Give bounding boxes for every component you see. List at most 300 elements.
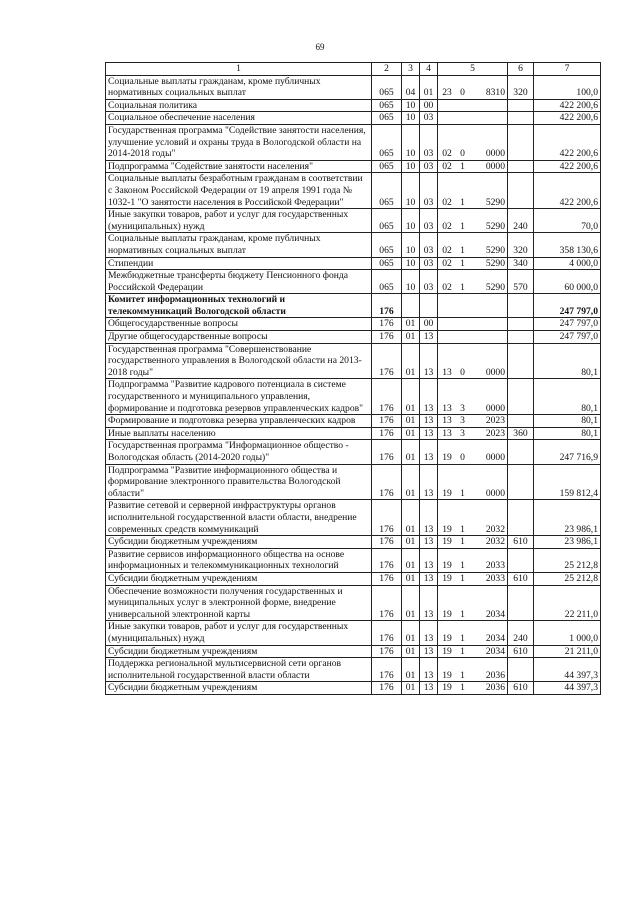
row-subsection-code: 13 bbox=[420, 645, 438, 658]
target-article-program: 19 bbox=[442, 632, 452, 644]
row-target-article bbox=[438, 270, 508, 294]
row-section-code: 01 bbox=[402, 440, 420, 464]
row-subsection-code: 03 bbox=[420, 257, 438, 270]
row-amount: 247 716,9 bbox=[534, 440, 601, 464]
row-amount: 247 797,0 bbox=[534, 331, 601, 344]
row-department-code: 176 bbox=[372, 645, 402, 658]
target-article-program: 02 bbox=[442, 220, 452, 232]
row-subsection-code: 03 bbox=[420, 233, 438, 257]
row-section-code: 10 bbox=[402, 160, 420, 173]
row-name: Социальная политика bbox=[106, 99, 372, 112]
row-subsection-code: 13 bbox=[420, 621, 438, 645]
target-article-parts bbox=[440, 560, 505, 572]
row-amount: 358 130,6 bbox=[534, 233, 601, 257]
row-expense-type bbox=[508, 415, 534, 428]
row-expense-type bbox=[508, 112, 534, 125]
budget-table bbox=[105, 62, 601, 695]
table-row bbox=[106, 415, 601, 428]
row-department-code: 065 bbox=[372, 99, 402, 112]
target-article-subprogram: 1 bbox=[460, 682, 465, 694]
row-target-article bbox=[438, 415, 508, 428]
target-article-parts bbox=[440, 573, 505, 585]
row-department-code: 065 bbox=[372, 257, 402, 270]
target-article-subprogram: 1 bbox=[460, 632, 465, 644]
target-article-direction: 8310 bbox=[485, 87, 505, 99]
row-expense-type bbox=[508, 585, 534, 621]
target-article-direction: 5290 bbox=[485, 257, 505, 269]
row-target-article bbox=[438, 500, 508, 536]
row-amount: 422 200,6 bbox=[534, 112, 601, 125]
table-row bbox=[106, 464, 601, 500]
target-article-parts bbox=[440, 148, 505, 160]
row-subsection-code: 13 bbox=[420, 415, 438, 428]
row-target-article bbox=[438, 112, 508, 125]
table-row bbox=[106, 379, 601, 415]
target-article-program: 19 bbox=[442, 645, 452, 657]
target-article-program: 02 bbox=[442, 160, 452, 172]
row-target-article bbox=[438, 379, 508, 415]
row-department-code: 176 bbox=[372, 343, 402, 379]
row-name: Стипендии bbox=[106, 257, 372, 270]
row-amount: 247 797,0 bbox=[534, 318, 601, 331]
table-row bbox=[106, 233, 601, 257]
row-amount: 44 397,3 bbox=[534, 682, 601, 695]
row-name: Подпрограмма "Развитие кадрового потенциала в системе государственного и муниципального управления, формирование и подготовка резервов управленческих кадров" bbox=[106, 379, 372, 415]
row-target-article bbox=[438, 124, 508, 160]
target-article-parts bbox=[440, 646, 505, 658]
table-row bbox=[106, 645, 601, 658]
row-name: Субсидии бюджетным учреждениям bbox=[106, 682, 372, 695]
row-target-article bbox=[438, 294, 508, 318]
row-subsection-code bbox=[420, 294, 438, 318]
row-department-code: 176 bbox=[372, 585, 402, 621]
row-name: Комитет информационных технологий и телекоммуникаций Вологодской области bbox=[106, 294, 372, 318]
target-article-parts bbox=[440, 197, 505, 209]
target-article-subprogram: 1 bbox=[460, 244, 465, 256]
row-subsection-code: 13 bbox=[420, 548, 438, 572]
row-name: Подпрограмма "Содействие занятости населения" bbox=[106, 160, 372, 173]
row-subsection-code: 13 bbox=[420, 682, 438, 695]
row-amount: 21 211,0 bbox=[534, 645, 601, 658]
row-amount: 80,1 bbox=[534, 343, 601, 379]
row-target-article bbox=[438, 548, 508, 572]
row-target-article bbox=[438, 536, 508, 549]
row-amount: 247 797,0 bbox=[534, 294, 601, 318]
row-section-code: 01 bbox=[402, 682, 420, 695]
target-article-direction: 2034 bbox=[485, 608, 505, 620]
row-section-code: 01 bbox=[402, 318, 420, 331]
row-subsection-code: 00 bbox=[420, 318, 438, 331]
row-section-code: 10 bbox=[402, 233, 420, 257]
table-row bbox=[106, 124, 601, 160]
target-article-direction: 0000 bbox=[485, 366, 505, 378]
row-amount: 1 000,0 bbox=[534, 621, 601, 645]
target-article-subprogram: 1 bbox=[460, 160, 465, 172]
table-row bbox=[106, 75, 601, 99]
row-section-code: 01 bbox=[402, 415, 420, 428]
row-department-code: 065 bbox=[372, 160, 402, 173]
row-amount: 60 000,0 bbox=[534, 270, 601, 294]
row-target-article bbox=[438, 209, 508, 233]
table-row bbox=[106, 500, 601, 536]
row-amount: 22 211,0 bbox=[534, 585, 601, 621]
target-article-direction: 2023 bbox=[485, 427, 505, 439]
row-department-code: 065 bbox=[372, 112, 402, 125]
row-department-code: 065 bbox=[372, 124, 402, 160]
row-subsection-code: 13 bbox=[420, 331, 438, 344]
row-target-article bbox=[438, 173, 508, 209]
row-subsection-code: 13 bbox=[420, 500, 438, 536]
row-target-article bbox=[438, 440, 508, 464]
table-row bbox=[106, 270, 601, 294]
row-expense-type bbox=[508, 548, 534, 572]
target-article-subprogram: 1 bbox=[460, 257, 465, 269]
target-article-program: 19 bbox=[442, 560, 452, 572]
row-amount: 25 212,8 bbox=[534, 572, 601, 585]
target-article-direction: 2034 bbox=[485, 632, 505, 644]
row-name: Развитие сетевой и серверной инфраструктуры органов исполнительной государственной власти области, внедрение современных средств коммуникаций bbox=[106, 500, 372, 536]
row-expense-type bbox=[508, 331, 534, 344]
row-amount: 23 986,1 bbox=[534, 536, 601, 549]
target-article-program: 13 bbox=[442, 366, 452, 378]
row-section-code: 01 bbox=[402, 379, 420, 415]
target-article-parts bbox=[440, 87, 505, 99]
row-name: Социальные выплаты гражданам, кроме публичных нормативных социальных выплат bbox=[106, 233, 372, 257]
row-target-article bbox=[438, 572, 508, 585]
row-name: Иные закупки товаров, работ и услуг для государственных (муниципальных) нужд bbox=[106, 621, 372, 645]
row-target-article bbox=[438, 331, 508, 344]
row-department-code: 065 bbox=[372, 173, 402, 209]
row-name: Развитие сервисов информационного общества на основе информационных и телекоммуникационных технологий bbox=[106, 548, 372, 572]
target-article-program: 02 bbox=[442, 196, 452, 208]
table-row bbox=[106, 160, 601, 173]
row-expense-type: 240 bbox=[508, 209, 534, 233]
row-expense-type bbox=[508, 160, 534, 173]
target-article-parts bbox=[440, 221, 505, 233]
header-cell-6: 6 bbox=[508, 63, 534, 76]
target-article-direction: 0000 bbox=[485, 160, 505, 172]
row-subsection-code: 03 bbox=[420, 112, 438, 125]
row-section-code: 01 bbox=[402, 500, 420, 536]
row-section-code: 01 bbox=[402, 585, 420, 621]
row-subsection-code: 13 bbox=[420, 464, 438, 500]
row-subsection-code: 03 bbox=[420, 209, 438, 233]
row-expense-type bbox=[508, 124, 534, 160]
target-article-parts bbox=[440, 488, 505, 500]
target-article-parts bbox=[440, 245, 505, 257]
header-cell-7: 7 bbox=[534, 63, 601, 76]
target-article-parts bbox=[440, 633, 505, 645]
table-row bbox=[106, 585, 601, 621]
target-article-direction: 2033 bbox=[485, 560, 505, 572]
row-name: Социальное обеспечение населения bbox=[106, 112, 372, 125]
row-section-code: 01 bbox=[402, 464, 420, 500]
target-article-direction: 2023 bbox=[485, 415, 505, 427]
target-article-program: 19 bbox=[442, 487, 452, 499]
row-target-article bbox=[438, 343, 508, 379]
row-amount: 422 200,6 bbox=[534, 124, 601, 160]
row-name: Формирование и подготовка резерва управленческих кадров bbox=[106, 415, 372, 428]
header-cell-2: 2 bbox=[372, 63, 402, 76]
target-article-program: 19 bbox=[442, 523, 452, 535]
row-department-code: 176 bbox=[372, 331, 402, 344]
target-article-subprogram: 1 bbox=[460, 669, 465, 681]
row-section-code: 01 bbox=[402, 343, 420, 379]
row-section-code: 10 bbox=[402, 209, 420, 233]
row-expense-type bbox=[508, 500, 534, 536]
table-row bbox=[106, 548, 601, 572]
row-subsection-code: 13 bbox=[420, 536, 438, 549]
target-article-subprogram: 0 bbox=[460, 366, 465, 378]
target-article-subprogram: 1 bbox=[460, 196, 465, 208]
row-name: Государственная программа "Информационное общество - Вологодская область (2014-2020 годы)" bbox=[106, 440, 372, 464]
row-expense-type: 340 bbox=[508, 257, 534, 270]
target-article-direction: 2036 bbox=[485, 669, 505, 681]
row-amount: 422 200,6 bbox=[534, 173, 601, 209]
row-section-code: 01 bbox=[402, 548, 420, 572]
target-article-subprogram: 1 bbox=[460, 608, 465, 620]
row-target-article bbox=[438, 427, 508, 440]
target-article-program: 19 bbox=[442, 536, 452, 548]
target-article-program: 13 bbox=[442, 427, 452, 439]
row-amount: 70,0 bbox=[534, 209, 601, 233]
table-row bbox=[106, 257, 601, 270]
row-expense-type bbox=[508, 343, 534, 379]
table-row bbox=[106, 682, 601, 695]
target-article-direction: 0000 bbox=[485, 402, 505, 414]
target-article-direction: 0000 bbox=[485, 452, 505, 463]
target-article-subprogram: 1 bbox=[460, 281, 465, 293]
target-article-direction: 0000 bbox=[485, 148, 505, 160]
row-subsection-code: 03 bbox=[420, 270, 438, 294]
row-amount: 422 200,6 bbox=[534, 99, 601, 112]
target-article-subprogram: 3 bbox=[460, 402, 465, 414]
table-row bbox=[106, 440, 601, 464]
row-name: Субсидии бюджетным учреждениям bbox=[106, 645, 372, 658]
table-row bbox=[106, 112, 601, 125]
row-section-code: 01 bbox=[402, 572, 420, 585]
target-article-parts bbox=[440, 415, 505, 427]
target-article-direction: 2036 bbox=[485, 682, 505, 694]
row-section-code bbox=[402, 294, 420, 318]
row-section-code: 01 bbox=[402, 427, 420, 440]
row-expense-type bbox=[508, 440, 534, 464]
row-department-code: 176 bbox=[372, 294, 402, 318]
row-department-code: 176 bbox=[372, 536, 402, 549]
row-subsection-code: 13 bbox=[420, 572, 438, 585]
target-article-program: 02 bbox=[442, 244, 452, 256]
target-article-direction: 0000 bbox=[485, 487, 505, 499]
row-subsection-code: 01 bbox=[420, 75, 438, 99]
row-subsection-code: 00 bbox=[420, 99, 438, 112]
row-expense-type: 610 bbox=[508, 572, 534, 585]
row-section-code: 01 bbox=[402, 645, 420, 658]
row-name: Субсидии бюджетным учреждениям bbox=[106, 572, 372, 585]
target-article-program: 19 bbox=[442, 682, 452, 694]
target-article-subprogram: 1 bbox=[460, 523, 465, 535]
row-department-code: 176 bbox=[372, 500, 402, 536]
target-article-parts bbox=[440, 536, 505, 548]
row-target-article bbox=[438, 621, 508, 645]
header-cell-4: 4 bbox=[420, 63, 438, 76]
row-target-article bbox=[438, 464, 508, 500]
row-section-code: 01 bbox=[402, 331, 420, 344]
table-row bbox=[106, 658, 601, 682]
target-article-program: 02 bbox=[442, 148, 452, 160]
row-expense-type bbox=[508, 294, 534, 318]
row-target-article bbox=[438, 585, 508, 621]
row-department-code: 176 bbox=[372, 658, 402, 682]
row-subsection-code: 03 bbox=[420, 173, 438, 209]
target-article-direction: 2033 bbox=[485, 572, 505, 584]
row-amount: 25 212,8 bbox=[534, 548, 601, 572]
row-amount: 100,0 bbox=[534, 75, 601, 99]
target-article-parts bbox=[440, 258, 505, 270]
table-row bbox=[106, 331, 601, 344]
target-article-subprogram: 1 bbox=[460, 645, 465, 657]
table-header-row bbox=[106, 63, 601, 76]
row-name: Государственная программа "Совершенствование государственного управления в Вологодской области на 2013-2018 годы" bbox=[106, 343, 372, 379]
target-article-subprogram: 1 bbox=[460, 572, 465, 584]
target-article-program: 02 bbox=[442, 257, 452, 269]
row-subsection-code: 13 bbox=[420, 585, 438, 621]
row-name: Субсидии бюджетным учреждениям bbox=[106, 536, 372, 549]
row-subsection-code: 13 bbox=[420, 379, 438, 415]
row-department-code: 176 bbox=[372, 415, 402, 428]
target-article-parts bbox=[440, 682, 505, 694]
row-target-article bbox=[438, 257, 508, 270]
row-section-code: 10 bbox=[402, 99, 420, 112]
row-department-code: 176 bbox=[372, 318, 402, 331]
row-amount: 44 397,3 bbox=[534, 658, 601, 682]
row-subsection-code: 03 bbox=[420, 160, 438, 173]
row-name: Общегосударственные вопросы bbox=[106, 318, 372, 331]
row-department-code: 065 bbox=[372, 233, 402, 257]
target-article-direction: 2034 bbox=[485, 645, 505, 657]
row-expense-type bbox=[508, 658, 534, 682]
row-department-code: 176 bbox=[372, 427, 402, 440]
target-article-program: 19 bbox=[442, 669, 452, 681]
row-section-code: 10 bbox=[402, 124, 420, 160]
row-department-code: 176 bbox=[372, 548, 402, 572]
row-section-code: 10 bbox=[402, 270, 420, 294]
row-expense-type bbox=[508, 99, 534, 112]
table-row bbox=[106, 343, 601, 379]
row-target-article bbox=[438, 233, 508, 257]
row-name: Иные закупки товаров, работ и услуг для государственных (муниципальных) нужд bbox=[106, 209, 372, 233]
row-target-article bbox=[438, 160, 508, 173]
target-article-parts bbox=[440, 452, 505, 464]
target-article-direction: 5290 bbox=[485, 196, 505, 208]
row-department-code: 176 bbox=[372, 464, 402, 500]
target-article-subprogram: 1 bbox=[460, 220, 465, 232]
table-row bbox=[106, 427, 601, 440]
row-name: Межбюджетные трансферты бюджету Пенсионного фонда Российской Федерации bbox=[106, 270, 372, 294]
target-article-parts bbox=[440, 367, 505, 379]
target-article-parts bbox=[440, 403, 505, 415]
target-article-parts bbox=[440, 428, 505, 440]
target-article-direction: 5290 bbox=[485, 220, 505, 232]
target-article-subprogram: 0 bbox=[460, 148, 465, 160]
row-amount: 23 986,1 bbox=[534, 500, 601, 536]
target-article-direction: 2032 bbox=[485, 523, 505, 535]
row-department-code: 065 bbox=[372, 209, 402, 233]
row-subsection-code: 13 bbox=[420, 343, 438, 379]
row-expense-type: 610 bbox=[508, 682, 534, 695]
target-article-parts bbox=[440, 282, 505, 294]
row-amount: 422 200,6 bbox=[534, 160, 601, 173]
row-amount: 159 812,4 bbox=[534, 464, 601, 500]
target-article-program: 13 bbox=[442, 402, 452, 414]
target-article-program: 13 bbox=[442, 415, 452, 427]
row-section-code: 10 bbox=[402, 173, 420, 209]
target-article-direction: 5290 bbox=[485, 281, 505, 293]
row-section-code: 10 bbox=[402, 112, 420, 125]
row-section-code: 01 bbox=[402, 536, 420, 549]
header-cell-5: 5 bbox=[438, 63, 508, 76]
row-target-article bbox=[438, 75, 508, 99]
row-expense-type bbox=[508, 464, 534, 500]
row-amount: 4 000,0 bbox=[534, 257, 601, 270]
target-article-program: 23 bbox=[442, 87, 452, 99]
row-subsection-code: 03 bbox=[420, 124, 438, 160]
target-article-subprogram: 1 bbox=[460, 560, 465, 572]
row-target-article bbox=[438, 682, 508, 695]
row-department-code: 176 bbox=[372, 440, 402, 464]
target-article-parts bbox=[440, 670, 505, 682]
row-name: Обеспечение возможности получения государственных и муниципальных услуг в электронной форме, внедрение универсальной электронной карты bbox=[106, 585, 372, 621]
table-row bbox=[106, 209, 601, 233]
row-name: Государственная программа "Содействие занятости населения, улучшение условий и охраны труда в Вологодской области на 2014-2018 годы" bbox=[106, 124, 372, 160]
row-expense-type: 610 bbox=[508, 536, 534, 549]
row-expense-type: 320 bbox=[508, 233, 534, 257]
row-department-code: 176 bbox=[372, 379, 402, 415]
table-row bbox=[106, 536, 601, 549]
row-section-code: 04 bbox=[402, 75, 420, 99]
row-subsection-code: 13 bbox=[420, 427, 438, 440]
row-name: Другие общегосударственные вопросы bbox=[106, 331, 372, 344]
row-target-article bbox=[438, 318, 508, 331]
table-row bbox=[106, 173, 601, 209]
row-expense-type: 320 bbox=[508, 75, 534, 99]
row-section-code: 01 bbox=[402, 621, 420, 645]
header-cell-1: 1 bbox=[106, 63, 372, 76]
table-row bbox=[106, 294, 601, 318]
row-name: Социальные выплаты гражданам, кроме публичных нормативных социальных выплат bbox=[106, 75, 372, 99]
row-name: Социальные выплаты безработным гражданам в соответствии с Законом Российской Федерации от 19 апреля 1991 года № 1032-1 "О занятости населения в Российской Федерации" bbox=[106, 173, 372, 209]
table-row bbox=[106, 318, 601, 331]
target-article-program: 19 bbox=[442, 572, 452, 584]
header-cell-3: 3 bbox=[402, 63, 420, 76]
row-amount: 80,1 bbox=[534, 415, 601, 428]
row-department-code: 176 bbox=[372, 572, 402, 585]
table-row bbox=[106, 621, 601, 645]
page-number: 69 bbox=[315, 42, 325, 52]
target-article-subprogram: 0 bbox=[460, 87, 465, 99]
row-target-article bbox=[438, 99, 508, 112]
row-name: Поддержка региональной мультисервисной сети органов исполнительной государственной власти области bbox=[106, 658, 372, 682]
target-article-subprogram: 0 bbox=[460, 452, 465, 463]
target-article-subprogram: 1 bbox=[460, 536, 465, 548]
row-expense-type: 570 bbox=[508, 270, 534, 294]
target-article-subprogram: 3 bbox=[460, 427, 465, 439]
target-article-program: 02 bbox=[442, 281, 452, 293]
row-department-code: 176 bbox=[372, 682, 402, 695]
target-article-direction: 2032 bbox=[485, 536, 505, 548]
row-subsection-code: 13 bbox=[420, 440, 438, 464]
row-expense-type bbox=[508, 173, 534, 209]
row-amount: 80,1 bbox=[534, 379, 601, 415]
